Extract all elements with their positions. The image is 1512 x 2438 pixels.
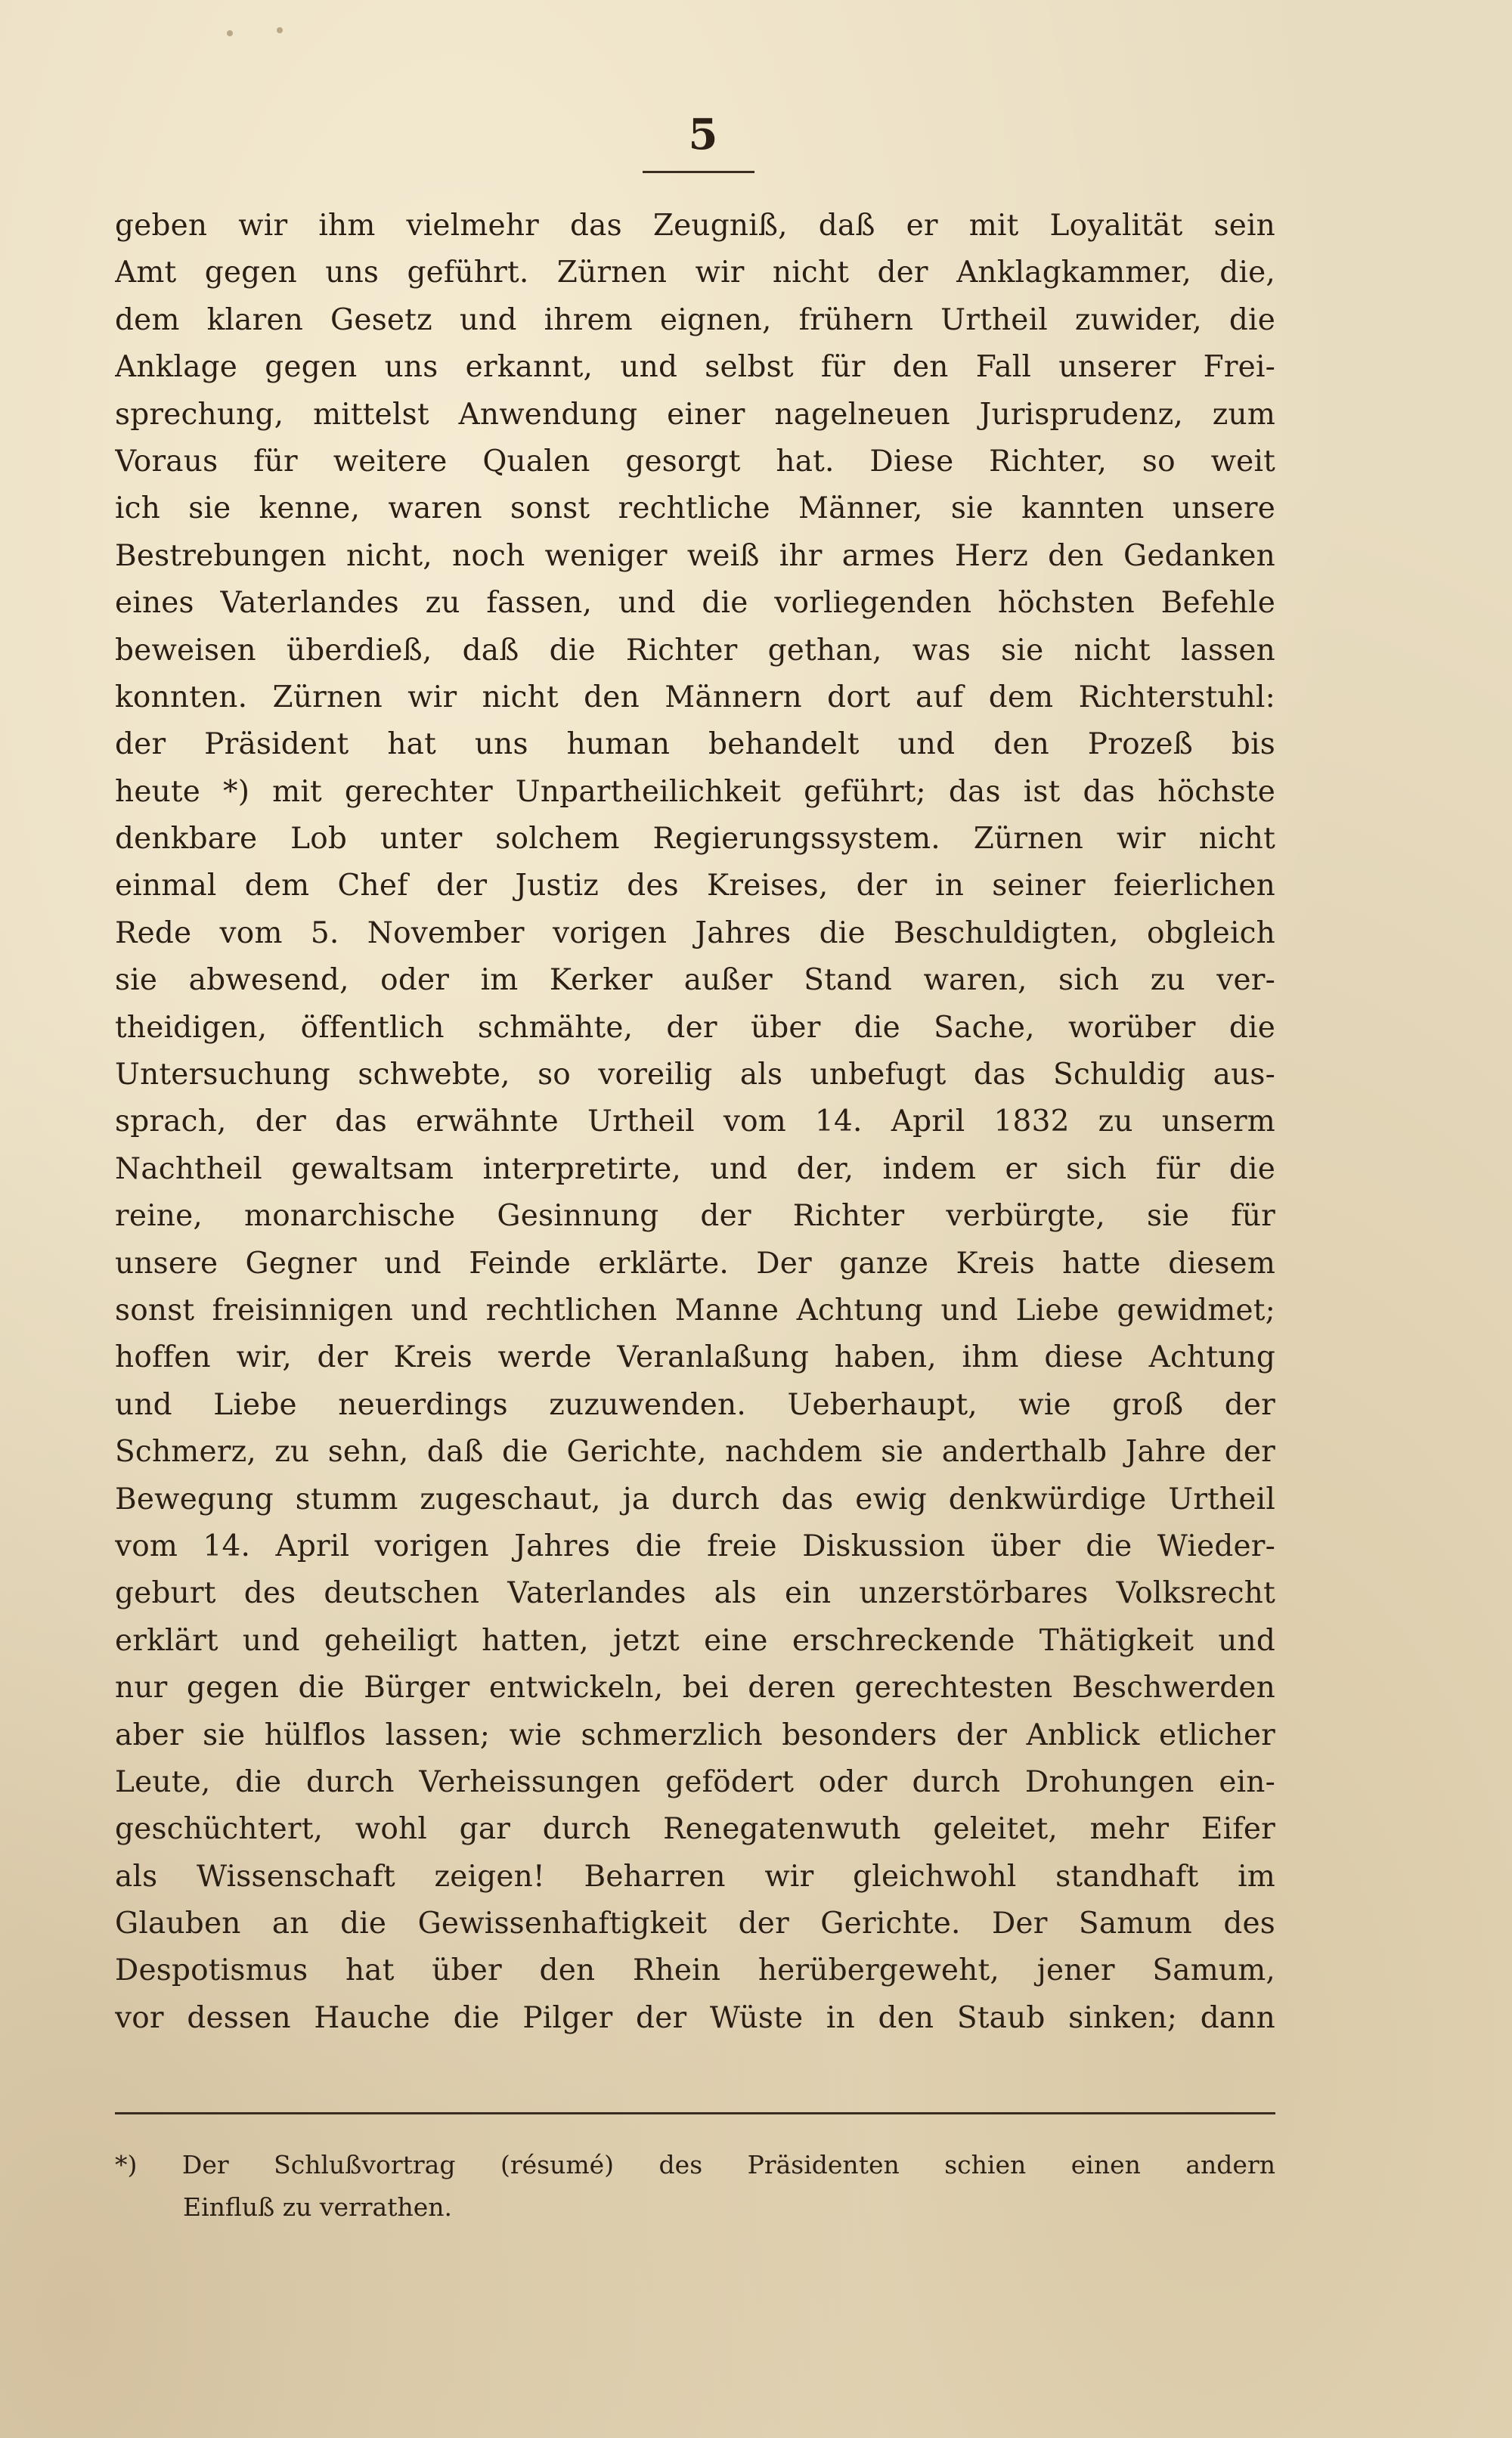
text-line: heute *) mit gerechter Unpartheilichkeit geführt; das ist das höchste	[115, 774, 1275, 809]
paper-speck	[227, 30, 233, 36]
text-line: ich sie kenne, waren sonst rechtliche Männer, sie kannten unsere	[115, 491, 1275, 526]
text-line: theidigen, öffentlich schmähte, der über die Sache, worüber die	[115, 1010, 1275, 1045]
text-line: geburt des deutschen Vaterlandes als ein unzerstörbares Volksrecht	[115, 1576, 1275, 1611]
text-line: beweisen überdieß, daß die Richter gethan, was sie nicht lassen	[115, 633, 1275, 668]
text-line: dem klaren Gesetz und ihrem eignen, frühern Urtheil zuwider, die	[115, 302, 1275, 337]
text-line: Glauben an die Gewissenhaftigkeit der Gerichte. Der Samum des	[115, 1907, 1275, 1941]
text-line: sie abwesend, oder im Kerker außer Stand waren, sich zu ver-	[115, 963, 1275, 998]
footnote-line: Einfluß zu verrathen.	[183, 2192, 453, 2222]
text-line: vom 14. April vorigen Jahres die freie Diskussion über die Wieder-	[115, 1529, 1275, 1563]
text-line: Nachtheil gewaltsam interpretirte, und der, indem er sich für die	[115, 1151, 1275, 1186]
footnote-rule	[115, 2112, 1275, 2114]
text-line: hoffen wir, der Kreis werde Veranlaßung haben, ihm diese Achtung	[115, 1340, 1275, 1375]
text-line: geschüchtert, wohl gar durch Renegatenwuth geleitet, mehr Eifer	[115, 1812, 1275, 1847]
text-line: Despotismus hat über den Rhein herübergeweht, jener Samum,	[115, 1953, 1275, 1988]
page-number: 5	[688, 110, 718, 160]
text-line: und Liebe neuerdings zuzuwenden. Ueberhaupt, wie groß der	[115, 1387, 1275, 1422]
text-line: reine, monarchische Gesinnung der Richter verbürgte, sie für	[115, 1199, 1275, 1234]
text-line: eines Vaterlandes zu fassen, und die vorliegenden höchsten Befehle	[115, 586, 1275, 621]
footnote	[115, 2144, 1275, 2229]
footnote-line: *) Der Schlußvortrag (résumé) des Präsidenten schien einen andern	[115, 2150, 1275, 2179]
text-line: sonst freisinnigen und rechtlichen Manne Achtung und Liebe gewidmet;	[115, 1293, 1275, 1327]
text-line: aber sie hülflos lassen; wie schmerzlich besonders der Anblick etlicher	[115, 1718, 1275, 1752]
text-line: einmal dem Chef der Justiz des Kreises, der in seiner feierlichen	[115, 869, 1275, 903]
text-line: sprechung, mittelst Anwendung einer nagelneuen Jurisprudenz, zum	[115, 397, 1275, 432]
body-text	[115, 203, 1275, 2042]
text-line: Rede vom 5. November vorigen Jahres die Beschuldigten, obgleich	[115, 915, 1275, 950]
paper-speck	[277, 27, 283, 33]
text-line: konnten. Zürnen wir nicht den Männern dort auf dem Richterstuhl:	[115, 680, 1275, 714]
text-line: nur gegen die Bürger entwickeln, bei deren gerechtesten Beschwerden	[115, 1671, 1275, 1705]
text-line: Amt gegen uns geführt. Zürnen wir nicht der Anklagkammer, die,	[115, 256, 1275, 290]
text-line: sprach, der das erwähnte Urtheil vom 14. April 1832 zu unserm	[115, 1104, 1275, 1139]
text-line: Anklage gegen uns erkannt, und selbst für den Fall unserer Frei-	[115, 350, 1275, 385]
text-line: unsere Gegner und Feinde erklärte. Der ganze Kreis hatte diesem	[115, 1246, 1275, 1281]
text-line: denkbare Lob unter solchem Regierungssystem. Zürnen wir nicht	[115, 822, 1275, 857]
text-line: Voraus für weitere Qualen gesorgt hat. Diese Richter, so weit	[115, 444, 1275, 479]
text-line: Bewegung stumm zugeschaut, ja durch das ewig denkwürdige Urtheil	[115, 1482, 1275, 1516]
text-line: Leute, die durch Verheissungen gefödert oder durch Drohungen ein-	[115, 1764, 1275, 1799]
text-line: Untersuchung schwebte, so voreilig als unbefugt das Schuldig aus-	[115, 1058, 1275, 1092]
text-line: geben wir ihm vielmehr das Zeugniß, daß er mit Loyalität sein	[115, 209, 1275, 243]
header-rule	[643, 171, 754, 173]
text-line: vor dessen Hauche die Pilger der Wüste in den Staub sinken; dann	[115, 2000, 1275, 2035]
text-line: Bestrebungen nicht, noch weniger weiß ihr armes Herz den Gedanken	[115, 538, 1275, 573]
text-line: der Präsident hat uns human behandelt und den Prozeß bis	[115, 727, 1275, 762]
text-line: erklärt und geheiligt hatten, jetzt eine erschreckende Thätigkeit und	[115, 1623, 1275, 1658]
text-line: Schmerz, zu sehn, daß die Gerichte, nachdem sie anderthalb Jahre der	[115, 1435, 1275, 1470]
text-line: als Wissenschaft zeigen! Beharren wir gleichwohl standhaft im	[115, 1859, 1275, 1894]
